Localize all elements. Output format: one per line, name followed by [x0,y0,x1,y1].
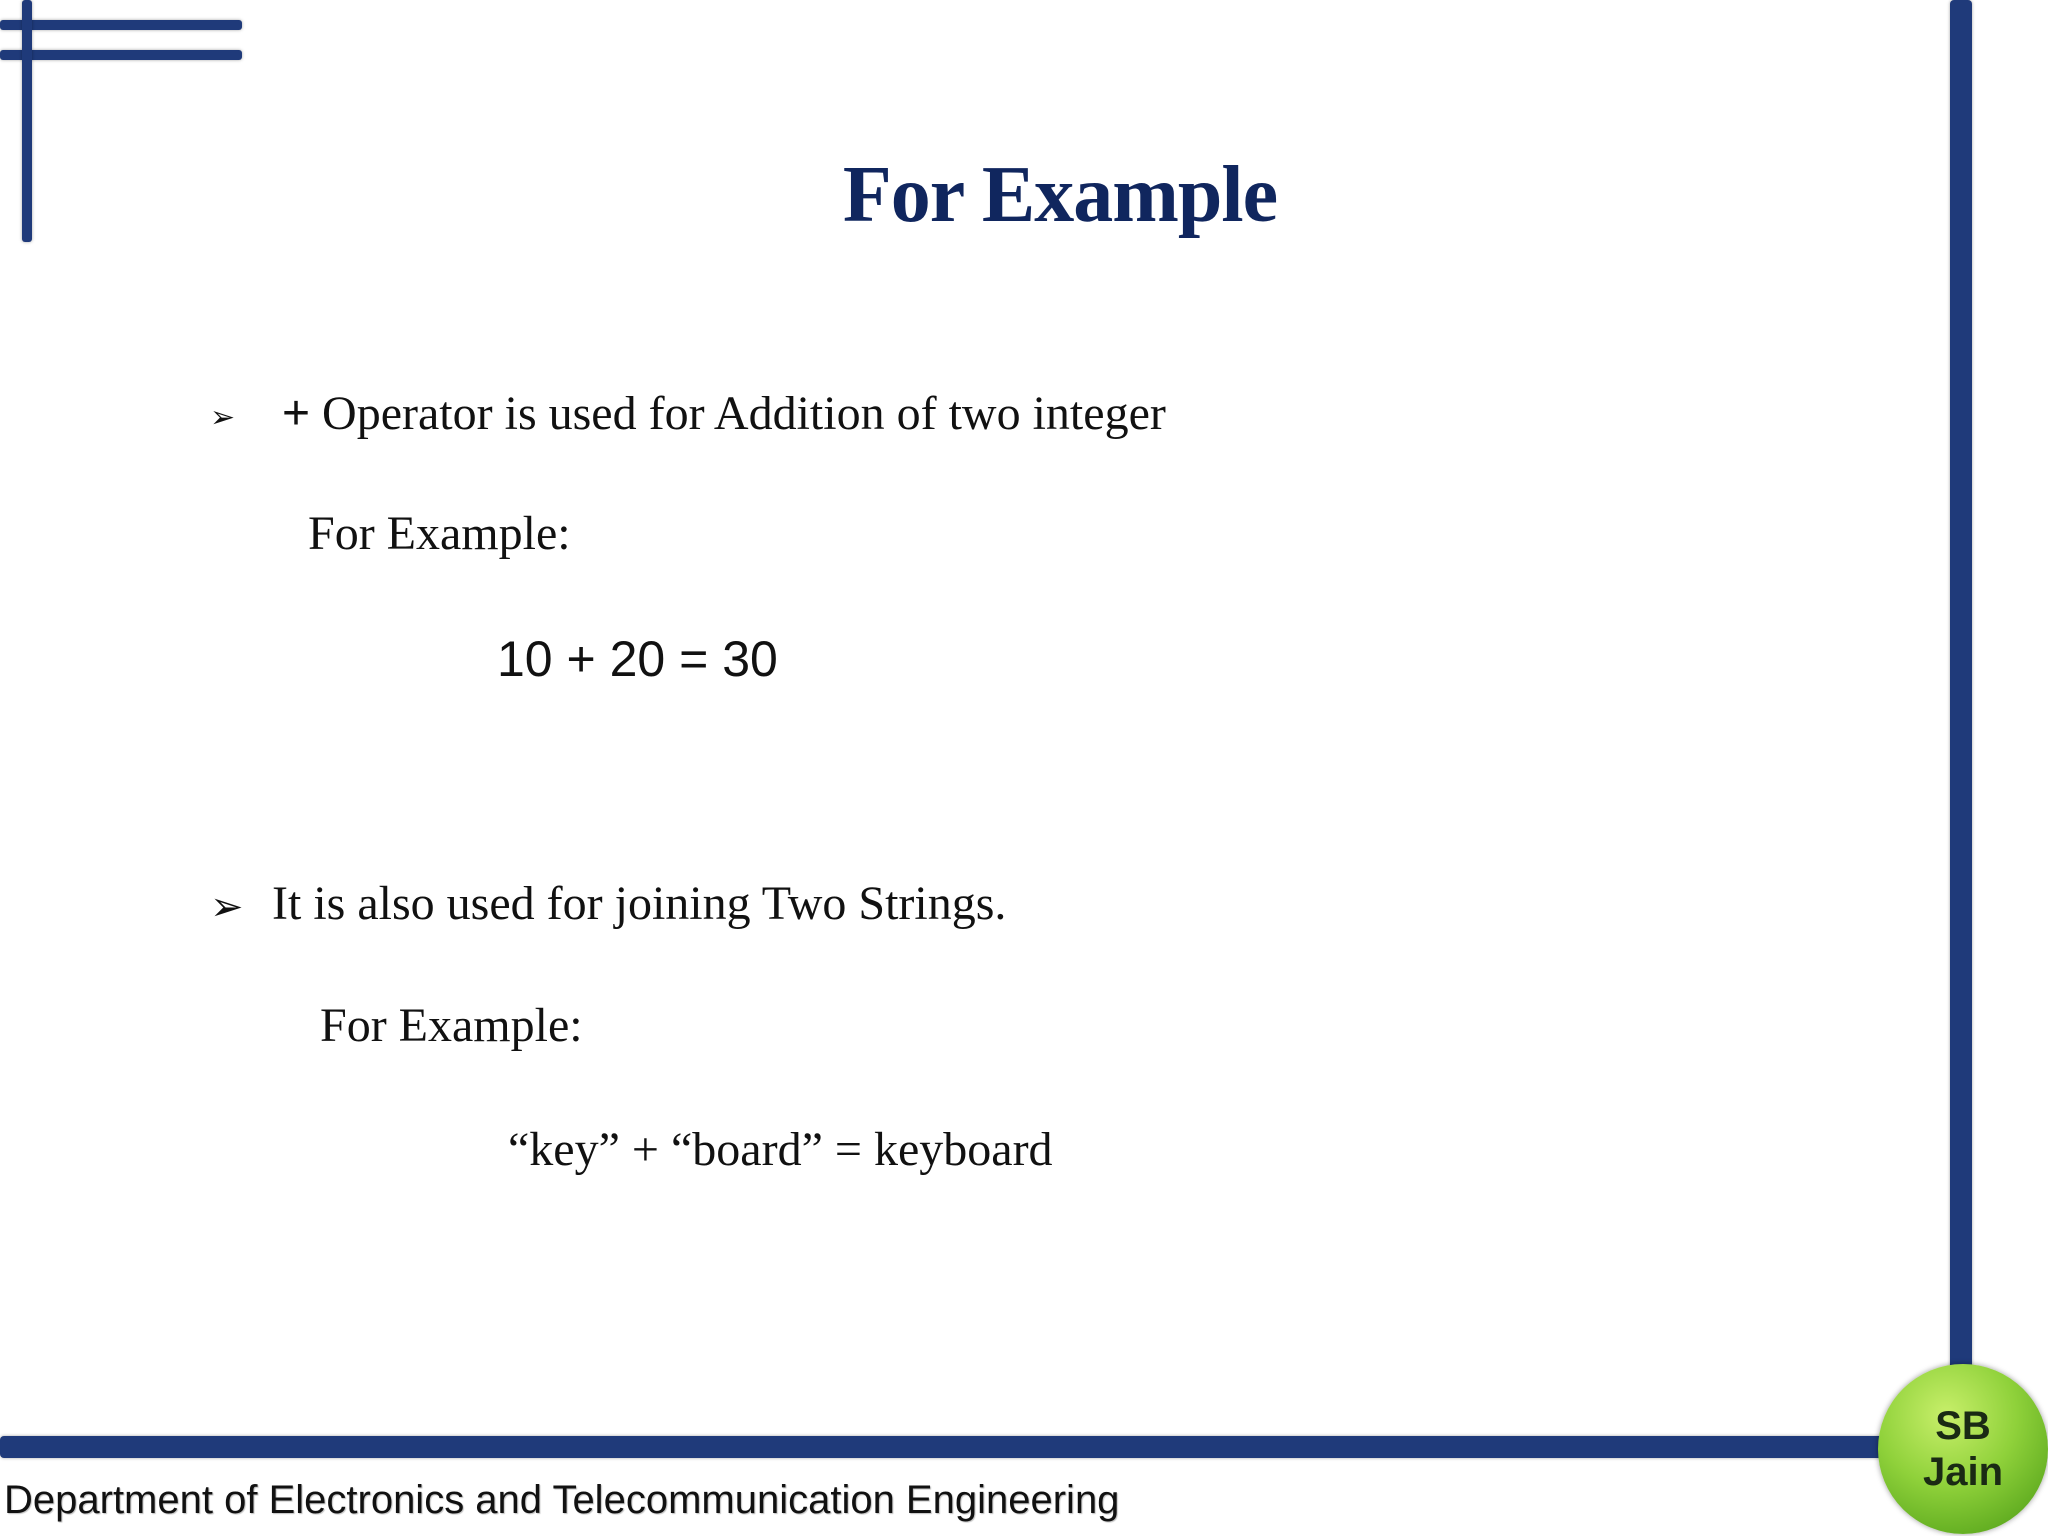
footer-department: Department of Electronics and Telecommunication Engineering [4,1478,1120,1522]
bullet-1-example: 10 + 20 = 30 [497,631,778,687]
frame-bottom-line [0,1436,1890,1458]
logo-line-1: SB [1935,1404,1991,1448]
plus-operator: + [282,387,311,440]
frame-top-left-line-1 [0,20,242,30]
slide-title: For Example [842,151,1278,239]
frame-top-left-vertical-line [22,0,32,242]
logo-line-2: Jain [1922,1450,2004,1494]
bullet-1-text [282,386,1166,441]
frame-right-vertical-line [1950,0,1972,1375]
bullet-2-text: It is also used for joining Two Strings. [272,877,1007,930]
bullet-arrow-icon: ➢ [210,884,244,930]
bullet-2-example: “key” + “board” = keyboard [508,1123,1053,1176]
bullet-arrow-icon: ➢ [210,400,236,435]
sb-jain-logo [1878,1364,2048,1534]
frame-top-left-line-2 [0,50,242,60]
bullet-1-example-label: For Example: [308,507,571,560]
bullet-2-example-label: For Example: [320,999,583,1052]
bullet-1-description: Operator is used for Addition of two integer [310,387,1166,440]
